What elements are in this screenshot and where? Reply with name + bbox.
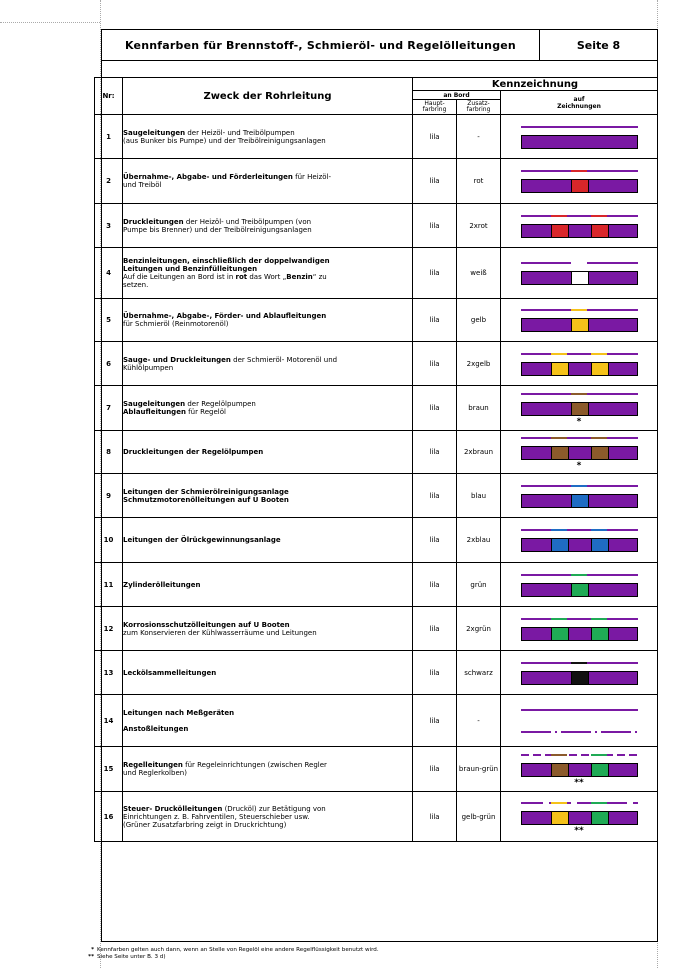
pipe-top-line (521, 618, 638, 620)
pipe-top-line (521, 529, 638, 531)
pipe-line-dash-dot (521, 731, 638, 733)
header-nr: Nr: (95, 78, 123, 115)
row-number: 16 (95, 792, 123, 842)
pipe-drawing (501, 386, 658, 431)
color-band (551, 764, 569, 776)
pipe-bar (521, 318, 638, 332)
table-row (95, 695, 658, 747)
row-description: Leitungen nach Meßgeräten Anstoßleitungen (123, 695, 413, 747)
row-description: Leitungen der Ölrückgewinnungsanlage (123, 518, 413, 563)
pipe-drawing (501, 607, 658, 651)
pipe-line-band-mark (591, 754, 607, 756)
table-row (95, 431, 658, 474)
color-band (571, 495, 589, 507)
pipe-top-line (521, 754, 638, 756)
table-row (95, 607, 658, 651)
pipe-drawing (501, 747, 658, 792)
pipe-drawing (501, 204, 658, 248)
hauptfarbring-value: lila (413, 563, 457, 607)
hauptfarbring-value: lila (413, 792, 457, 842)
color-band (551, 447, 569, 459)
pipe-line-band-mark (591, 215, 607, 217)
row-description: Druckleitungen der Heizöl- und Treibölpumpen (von Pumpe bis Brenner) und der Treibölreinigungsanlagen (123, 204, 413, 248)
pipe-line-band-mark (551, 802, 567, 804)
pipe-bar (521, 763, 638, 777)
zusatzfarbring-value: - (457, 695, 501, 747)
zusatzfarbring-value: rot (457, 159, 501, 204)
pipe-line-band-mark (571, 309, 587, 311)
header-kennzeichnung: Kennzeichnung (413, 78, 658, 91)
pipe-figure (521, 431, 638, 473)
pipe-line-band-mark (551, 618, 567, 620)
row-description: Benzinleitungen, einschließlich der doppelwandigen Leitungen und Benzinfülleitungen Auf die Leitungen an Bord ist in rot das Wort „Benzin“ zu setzen. (123, 248, 413, 299)
pipe-figure (521, 299, 638, 341)
pipe-bar (521, 402, 638, 416)
page-number: Seite 8 (576, 38, 621, 52)
header-hauptfarbring: Haupt- farbring (413, 100, 457, 115)
color-band (551, 812, 569, 824)
row-description: Übernahme-, Abgabe-, Förder- und Ablaufleitungen für Schmieröl (Reinmotorenöl) (123, 299, 413, 342)
zusatzfarbring-value: 2xrot (457, 204, 501, 248)
pipe-bar (521, 811, 638, 825)
table-row (95, 518, 658, 563)
hauptfarbring-value: lila (413, 159, 457, 204)
pipe-line-band-mark (591, 353, 607, 355)
color-band (591, 539, 609, 551)
page-title: Kennfarben für Brennstoff-, Schmieröl- und Regelölleitungen (102, 30, 540, 60)
zusatzfarbring-value: braun-grün (457, 747, 501, 792)
zusatzfarbring-value: - (457, 115, 501, 159)
hauptfarbring-value: lila (413, 386, 457, 431)
pipe-bar (521, 446, 638, 460)
pipe-figure (521, 518, 638, 562)
row-number: 4 (95, 248, 123, 299)
table-row (95, 115, 658, 159)
table-row (95, 651, 658, 695)
pipe-line-band-mark (571, 393, 587, 395)
pipe-line-band-mark (551, 529, 567, 531)
row-description: Leitungen der Schmierölreinigungsanlage Schmutzmotorenölleitungen auf U Booten (123, 474, 413, 518)
color-band (571, 319, 589, 331)
row-description: Zylinderölleitungen (123, 563, 413, 607)
pipe-bar (521, 271, 638, 285)
pipe-line-band-mark (591, 618, 607, 620)
color-band (571, 584, 589, 596)
pipe-line-band-mark (591, 802, 607, 804)
pipe-drawing (501, 792, 658, 842)
pipe-figure (521, 792, 638, 841)
hauptfarbring-value: lila (413, 299, 457, 342)
row-number: 13 (95, 651, 123, 695)
pipe-bar (521, 627, 638, 641)
pipe-bar (521, 583, 638, 597)
color-band (591, 225, 609, 237)
row-number: 1 (95, 115, 123, 159)
pipe-top-line (521, 215, 638, 217)
zusatzfarbring-value: grün (457, 563, 501, 607)
pipe-bar (521, 671, 638, 685)
pipe-figure (521, 115, 638, 158)
pipe-line-solid (521, 709, 638, 711)
footnote-1: * Kennfarben gelten auch dann, wenn an Stelle von Regelöl eine andere Regelflüssigkeit benutzt wird. (91, 947, 379, 953)
row-description: Steuer- Druckölleitungen (Drucköl) zur Betätigung von Einrichtungen z. B. Fahrventilen, Steuerschieber usw. (Grüner Zusatzfarbring zeigt in Druckrichtung) (123, 792, 413, 842)
row-description: Druckleitungen der Regelölpumpen (123, 431, 413, 474)
header-auf-zeichnungen: auf Zeichnungen (501, 91, 658, 115)
row-number: 2 (95, 159, 123, 204)
table-row (95, 204, 658, 248)
row-number: 6 (95, 342, 123, 386)
pipe-line-band-mark (591, 529, 607, 531)
row-number: 8 (95, 431, 123, 474)
table-row (95, 386, 658, 431)
color-band (551, 363, 569, 375)
row-description: Saugeleitungen der Heizöl- und Treibölpumpen (aus Bunker bis Pumpe) und der Treibölreinigungsanlagen (123, 115, 413, 159)
pipe-drawing (501, 159, 658, 204)
color-band (571, 180, 589, 192)
zusatzfarbring-value: braun (457, 386, 501, 431)
hauptfarbring-value: lila (413, 518, 457, 563)
pipe-line-band-mark (591, 437, 607, 439)
table-row (95, 299, 658, 342)
hauptfarbring-value: lila (413, 204, 457, 248)
pipe-bar (521, 362, 638, 376)
header-zweck: Zweck der Rohrleitung (123, 78, 413, 115)
row-number: 9 (95, 474, 123, 518)
pipe-drawing (501, 431, 658, 474)
row-description: Übernahme-, Abgabe- und Förderleitungen für Heizöl- und Treiböl (123, 159, 413, 204)
hauptfarbring-value: lila (413, 651, 457, 695)
color-band (551, 628, 569, 640)
color-code-table (94, 77, 658, 842)
table-row (95, 792, 658, 842)
pipe-bar (521, 135, 638, 149)
pipe-figure (521, 248, 638, 298)
pipe-figure (521, 474, 638, 517)
pipe-line-band-mark (571, 574, 587, 576)
pipe-drawing (501, 474, 658, 518)
footnote-marker: ** (574, 826, 584, 836)
color-band (571, 672, 589, 684)
row-description: Korrosionsschutzölleitungen auf U Booten zum Konservieren der Kühlwasserräume und Leitungen (123, 607, 413, 651)
pipe-drawing (501, 115, 658, 159)
pipe-figure (521, 747, 638, 791)
pipe-line-band-mark (571, 170, 587, 172)
pipe-drawing (501, 248, 658, 299)
pipe-bar (521, 224, 638, 238)
header-an-bord: an Bord (413, 91, 501, 100)
pipe-figure (521, 342, 638, 385)
pipe-drawing (501, 651, 658, 695)
pipe-drawing (501, 518, 658, 563)
pipe-drawing (501, 342, 658, 386)
hauptfarbring-value: lila (413, 115, 457, 159)
color-band (591, 447, 609, 459)
table-row (95, 248, 658, 299)
row-number: 5 (95, 299, 123, 342)
hauptfarbring-value: lila (413, 342, 457, 386)
color-band (591, 363, 609, 375)
row-description: Leckölsammelleitungen (123, 651, 413, 695)
hauptfarbring-value: lila (413, 431, 457, 474)
title-box (101, 29, 658, 61)
table-row (95, 342, 658, 386)
footnote-marker: * (576, 417, 582, 427)
hauptfarbring-value: lila (413, 747, 457, 792)
pipe-line-band-mark (571, 262, 587, 264)
zusatzfarbring-value: gelb (457, 299, 501, 342)
color-band (551, 225, 569, 237)
pipe-bar (521, 538, 638, 552)
footnote-marker: * (576, 461, 582, 471)
table-row (95, 563, 658, 607)
row-number: 15 (95, 747, 123, 792)
color-band (591, 812, 609, 824)
pipe-line-band-mark (551, 754, 567, 756)
pipe-figure (521, 563, 638, 606)
zusatzfarbring-value: schwarz (457, 651, 501, 695)
color-band (551, 539, 569, 551)
pipe-figure (521, 204, 638, 247)
pipe-figure (521, 607, 638, 650)
pipe-figure (521, 651, 638, 694)
zusatzfarbring-value: 2xgelb (457, 342, 501, 386)
pipe-top-line (521, 802, 638, 804)
row-description: Sauge- und Druckleitungen der Schmieröl- Motorenöl und Kühlölpumpen (123, 342, 413, 386)
zusatzfarbring-value: weiß (457, 248, 501, 299)
crop-mark-horizontal (0, 22, 100, 23)
footnote-2: ** Siehe Seite unter B. 3 d) (88, 954, 166, 960)
zusatzfarbring-value: blau (457, 474, 501, 518)
row-description: Regelleitungen für Regeleinrichtungen (zwischen Regler und Reglerkolben) (123, 747, 413, 792)
zusatzfarbring-value: 2xbraun (457, 431, 501, 474)
color-band (571, 272, 589, 284)
pipe-drawing (501, 299, 658, 342)
header-zusatzfarbring: Zusatz- farbring (457, 100, 501, 115)
zusatzfarbring-value: gelb-grün (457, 792, 501, 842)
row-number: 11 (95, 563, 123, 607)
pipe-line-band-mark (571, 662, 587, 664)
pipe-top-line (521, 437, 638, 439)
pipe-line-band-mark (551, 437, 567, 439)
table-row (95, 159, 658, 204)
pipe-figure (521, 695, 638, 746)
row-number: 10 (95, 518, 123, 563)
hauptfarbring-value: lila (413, 695, 457, 747)
table-row (95, 747, 658, 792)
pipe-top-line (521, 126, 638, 128)
pipe-line-band-mark (571, 485, 587, 487)
pipe-top-line (521, 353, 638, 355)
pipe-drawing (501, 563, 658, 607)
pipe-line-band-mark (551, 353, 567, 355)
pipe-bar (521, 179, 638, 193)
row-description: Saugeleitungen der Regelölpumpen Ablaufleitungen für Regelöl (123, 386, 413, 431)
color-band (571, 403, 589, 415)
color-band (591, 628, 609, 640)
pipe-figure (521, 159, 638, 203)
table-row (95, 474, 658, 518)
pipe-bar (521, 494, 638, 508)
footnotes (82, 947, 379, 961)
pipe-drawing (501, 695, 658, 747)
hauptfarbring-value: lila (413, 248, 457, 299)
pipe-line-band-mark (551, 215, 567, 217)
row-number: 7 (95, 386, 123, 431)
hauptfarbring-value: lila (413, 474, 457, 518)
zusatzfarbring-value: 2xgrün (457, 607, 501, 651)
zusatzfarbring-value: 2xblau (457, 518, 501, 563)
row-number: 3 (95, 204, 123, 248)
row-number: 14 (95, 695, 123, 747)
hauptfarbring-value: lila (413, 607, 457, 651)
pipe-figure (521, 386, 638, 430)
footnote-marker: ** (574, 778, 584, 788)
color-band (591, 764, 609, 776)
row-number: 12 (95, 607, 123, 651)
